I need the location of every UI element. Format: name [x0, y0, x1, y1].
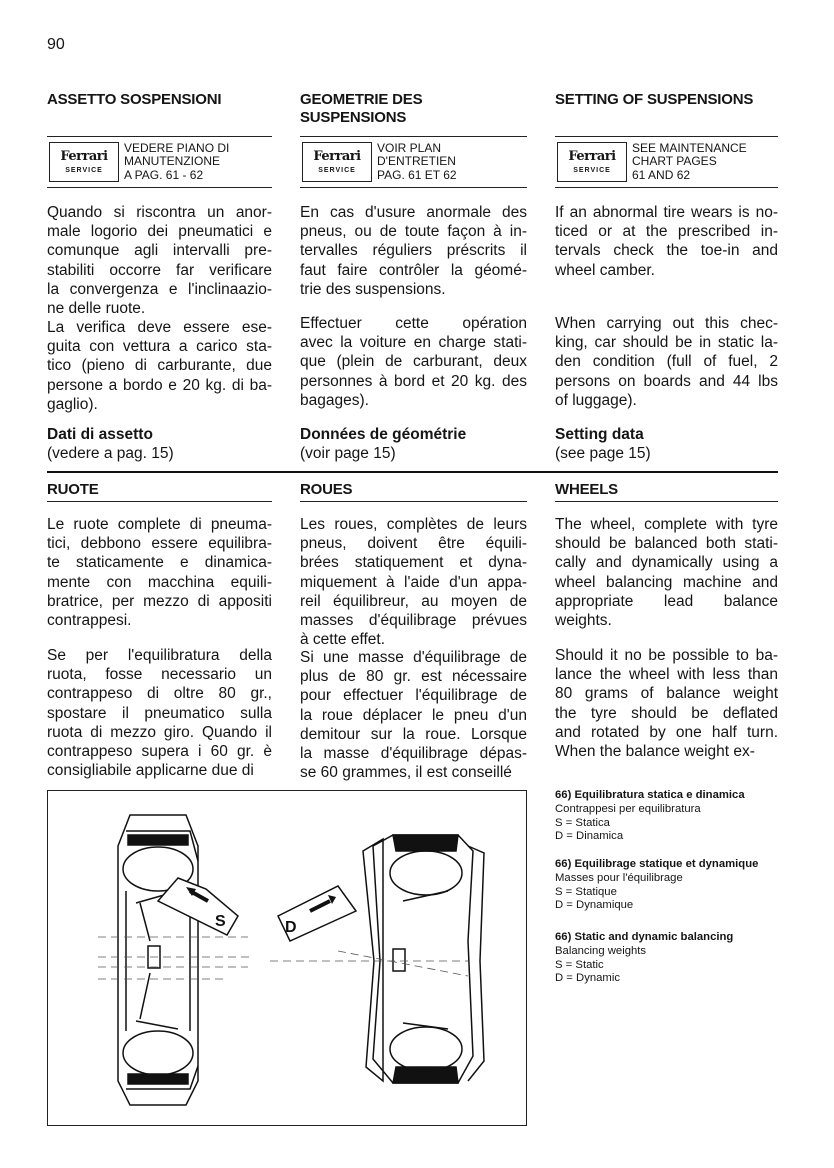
text-line: trie des suspensions.	[300, 280, 446, 298]
service-line: 61 AND 62	[632, 167, 691, 182]
text-line: Quando si riscontra un anor-	[47, 204, 272, 221]
divider	[47, 136, 272, 137]
heading-english: SETTING OF SUSPENSIONS	[555, 91, 754, 108]
text-line: gaglio).	[47, 395, 98, 413]
dynamic-axis-lines	[270, 951, 468, 976]
paragraph	[47, 515, 272, 630]
text-line: cally and dynamically using a	[555, 554, 778, 572]
setting-data-english	[555, 425, 651, 463]
text-line: spostare il pneumatico sulla	[47, 704, 272, 722]
text-line: contrappesi.	[47, 612, 132, 630]
text-line: the tyre should be deflated	[555, 704, 778, 722]
service-line: A PAG. 61 - 62	[124, 167, 204, 182]
text-line: Les roues, complètes de leurs	[300, 516, 527, 533]
text-line: and rotated by one half turn.	[555, 723, 778, 741]
service-line: MANUTENZIONE	[124, 154, 220, 169]
ferrari-service-logo	[557, 142, 627, 182]
paragraph	[47, 203, 272, 318]
caption-title: 66) Equilibratura statica e dinamica	[555, 789, 745, 801]
caption-italian	[555, 789, 745, 844]
setting-data-title: Données de géométrie	[300, 426, 467, 443]
heading-french-line: SUSPENSIONS	[300, 109, 407, 126]
text-line: lance the wheel with less than	[555, 666, 778, 684]
text-line: En cas d'usure anormale des	[300, 204, 527, 221]
text-line: brées statiquement et dyna-	[300, 554, 527, 572]
divider	[555, 187, 778, 188]
text-line: plus de 80 gr. est nécessaire	[300, 668, 527, 686]
ferrari-service-logo	[49, 142, 119, 182]
text-line: stabiliti occorre far verificare	[47, 261, 272, 279]
text-line: of luggage).	[555, 391, 637, 409]
text-line: ne delle ruote.	[47, 300, 146, 318]
text-line: pneus, doivent être équili-	[300, 535, 527, 553]
divider	[47, 501, 272, 502]
text-line: When the balance weight ex-	[555, 743, 755, 761]
paragraph	[555, 314, 778, 410]
text-line: à cette effet.	[300, 631, 386, 649]
text-line: reil équilibreur, au moyen de	[300, 592, 527, 610]
heading-wheels-french: ROUES	[300, 481, 353, 498]
text-line: wheel balancing machine and	[555, 573, 778, 591]
text-line: mente con macchina equili-	[47, 573, 272, 591]
setting-data-title: Dati di assetto	[47, 426, 153, 443]
logo-label: SERVICE	[573, 167, 611, 174]
paragraph	[300, 648, 527, 782]
divider	[300, 136, 527, 137]
paragraph	[300, 314, 527, 410]
setting-data-ref: (vedere a pag. 15)	[47, 445, 174, 463]
text-line: masses d'équilibrage prévues	[300, 612, 527, 630]
text-line: la convergenza e l'inclinaazio-	[47, 280, 272, 298]
caption-line: Balancing weights	[555, 944, 647, 957]
text-line: la roue déplacer le pneu d'un	[300, 706, 527, 724]
caption-line: S = Statica	[555, 816, 610, 829]
paragraph	[300, 515, 527, 649]
logo-label: SERVICE	[65, 167, 103, 174]
heading-italian: ASSETTO SOSPENSIONI	[47, 91, 222, 108]
text-line: appropriate lead balance	[555, 592, 778, 610]
caption-title: 66) Equilibrage statique et dynamique	[555, 858, 759, 870]
caption-line: D = Dynamic	[555, 972, 620, 985]
caption-line: Contrappesi per equilibratura	[555, 802, 701, 815]
service-text	[124, 142, 229, 183]
text-line: consigliabile applicarne due di	[47, 762, 254, 780]
text-line: te staticamente e dinamica-	[47, 554, 272, 572]
text-line: Effectuer cette opération	[300, 315, 527, 332]
text-line: Should it no be possible to ba-	[555, 647, 778, 664]
text-line: personnes à bord et 20 kg. des	[300, 372, 527, 390]
divider	[555, 136, 778, 137]
setting-data-title: Setting data	[555, 426, 644, 443]
caption-line: S = Static	[555, 958, 604, 971]
text-line: Si une masse d'équilibrage de	[300, 649, 527, 666]
setting-data-french	[300, 425, 466, 463]
setting-data-ref: (see page 15)	[555, 445, 651, 463]
service-line: D'ENTRETIEN	[377, 154, 456, 169]
caption-english	[555, 931, 733, 986]
service-text	[377, 142, 457, 183]
text-line: contrappeso di oltre 80 gr.,	[47, 685, 272, 703]
section-divider	[47, 471, 778, 473]
text-line: wheel camber.	[555, 261, 655, 279]
divider	[300, 187, 527, 188]
text-line: The wheel, complete with tyre	[555, 516, 778, 533]
divider	[47, 187, 272, 188]
heading-wheels-english: WHEELS	[555, 481, 618, 498]
setting-data-ref: (voir page 15)	[300, 445, 396, 463]
text-line: tico (pieno di carburante, due	[47, 357, 272, 375]
text-line: 80 grams of balance weight	[555, 685, 778, 703]
text-line: If an abnormal tire wears is no-	[555, 204, 778, 221]
text-line: should be balanced both stati-	[555, 535, 778, 553]
caption-line: D = Dynamique	[555, 899, 634, 912]
service-note-french	[302, 138, 457, 186]
text-line: ruota, fosse necessario un	[47, 666, 272, 684]
text-line: den condition (full of fuel, 2	[555, 353, 778, 371]
service-note-italian	[49, 138, 229, 186]
divider	[555, 501, 778, 502]
text-line: contrappeso supera i 60 gr. è	[47, 743, 272, 761]
service-text	[632, 142, 747, 183]
logo-brand: Ferrari	[568, 149, 616, 164]
service-line: SEE MAINTENANCE	[632, 140, 747, 155]
page-number: 90	[47, 36, 65, 53]
text-line: que (plein de carburant, deux	[300, 353, 527, 371]
service-line: PAG. 61 ET 62	[377, 167, 457, 182]
text-line: la masse d'équilibrage dépas-	[300, 745, 527, 763]
dynamic-weight-tag	[278, 886, 356, 941]
text-line: tici, debbono essere equilibra-	[47, 535, 272, 553]
ferrari-service-logo	[302, 142, 372, 182]
text-line: tervals check the toe-in and	[555, 242, 778, 260]
text-line: persons on boards and 44 lbs	[555, 372, 778, 390]
paragraph	[555, 203, 778, 280]
logo-brand: Ferrari	[313, 149, 361, 164]
text-line: ruota di mezzo giro. Quando il	[47, 723, 272, 741]
logo-label: SERVICE	[318, 167, 356, 174]
text-line: pneus, ou de toute façon à in-	[300, 223, 527, 241]
paragraph	[555, 646, 778, 761]
text-line: demitour sur la roue. Lorsque	[300, 725, 527, 743]
heading-french-line: GEOMETRIE DES	[300, 91, 423, 108]
logo-brand: Ferrari	[60, 149, 108, 164]
caption-line: D = Dinamica	[555, 830, 624, 843]
text-line: comunque agli intervalli pre-	[47, 242, 272, 260]
paragraph	[47, 318, 272, 414]
wheel-balancing-figure	[47, 790, 527, 1126]
caption-line: S = Statique	[555, 885, 617, 898]
service-line: CHART PAGES	[632, 154, 717, 169]
text-line: miquement à l'aide d'un appa-	[300, 573, 527, 591]
text-line: Le ruote complete di pneuma-	[47, 516, 272, 533]
service-line: VOIR PLAN	[377, 140, 442, 155]
paragraph	[555, 515, 778, 630]
text-line: avec la voiture en charge stati-	[300, 334, 527, 352]
static-axis-lines	[98, 937, 253, 979]
text-line: male logorio dei pneumatici e	[47, 223, 272, 241]
text-line: pour effectuer l'équilibrage de	[300, 687, 527, 705]
static-label: S	[215, 913, 226, 930]
text-line: La verifica deve essere ese-	[47, 319, 272, 336]
service-note-english	[557, 138, 747, 186]
text-line: Se per l'equilibratura della	[47, 647, 272, 664]
caption-title: 66) Static and dynamic balancing	[555, 931, 734, 943]
dynamic-label: D	[285, 919, 297, 936]
text-line: se 60 grammes, il est conseillé	[300, 764, 512, 782]
caption-line: Masses pour l'équilibrage	[555, 871, 683, 884]
paragraph	[47, 646, 272, 780]
paragraph	[300, 203, 527, 299]
heading-french	[300, 91, 422, 127]
text-line: guita con vettura a carico sta-	[47, 338, 272, 356]
text-line: When carrying out this chec-	[555, 315, 778, 332]
text-line: tervalles réguliers préscrits il	[300, 242, 527, 260]
text-line: faut faire contrôler la géomé-	[300, 261, 527, 279]
heading-wheels-italian: RUOTE	[47, 481, 99, 498]
text-line: persone a bordo e 20 kg. di ba-	[47, 376, 272, 394]
text-line: king, car should be in static la-	[555, 334, 778, 352]
text-line: ticed or at the prescribed in-	[555, 223, 778, 241]
text-line: weights.	[555, 612, 612, 630]
wheel-balancing-illustration	[48, 791, 526, 1125]
divider	[300, 501, 527, 502]
service-line: VEDERE PIANO DI	[124, 140, 230, 155]
static-wheel-drawing	[118, 815, 198, 1105]
setting-data-italian	[47, 425, 174, 463]
text-line: bratrice, per mezzo di appositi	[47, 592, 272, 610]
caption-french	[555, 858, 758, 913]
text-line: bagages).	[300, 391, 369, 409]
